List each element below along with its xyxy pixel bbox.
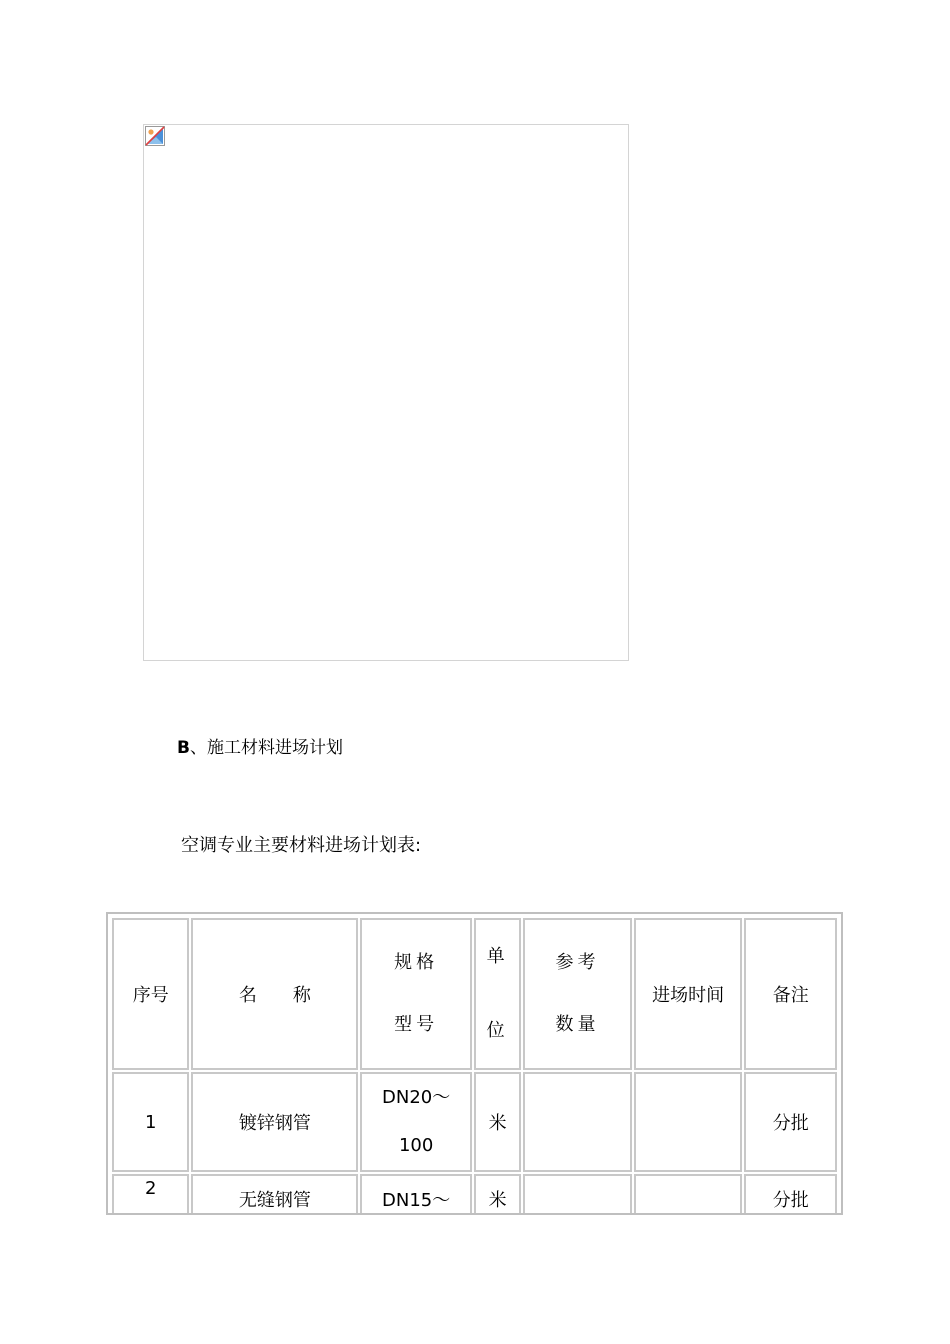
materials-table [106,912,843,1215]
cell-spec-line2: 100 [398,1135,434,1156]
header-name: 名 称 [191,918,358,1070]
cell-remark: 分批 [744,1174,837,1215]
section-title [177,733,343,758]
table-caption: 空调专业主要材料进场计划表: [181,835,422,856]
header-unit-line1: 单 [486,946,509,967]
table-row [112,1174,837,1215]
header-index: 序号 [112,918,189,1070]
cell-index: 2 [112,1174,189,1215]
header-qty [523,918,632,1070]
cell-spec-line1: DN20～ [382,1087,451,1108]
header-spec [360,918,472,1070]
header-qty-line2: 数量 [555,1014,600,1035]
header-spec-line2: 型号 [394,1014,439,1035]
header-remark: 备注 [744,918,837,1070]
table-header-row [112,918,837,1070]
header-unit-line2: 位 [486,1020,509,1041]
cell-arrival [634,1072,743,1172]
table-row [112,1072,837,1172]
cell-spec [360,1072,472,1172]
cell-qty [523,1072,632,1172]
header-arrival: 进场时间 [634,918,743,1070]
cell-unit: 米 [474,1072,521,1172]
cell-name: 镀锌钢管 [191,1072,358,1172]
section-title-text: 、施工材料进场计划 [189,738,343,758]
header-unit [474,918,521,1070]
cell-remark: 分批 [744,1072,837,1172]
cell-name: 无缝钢管 [191,1174,358,1215]
header-spec-line1: 规格 [394,952,439,973]
cell-arrival [634,1174,743,1215]
broken-image-icon [145,126,165,146]
cell-qty [523,1174,632,1215]
image-placeholder [143,124,629,661]
cell-index: 1 [112,1072,189,1172]
header-qty-line1: 参考 [555,952,600,973]
cell-spec: DN15～ [360,1174,472,1215]
section-prefix: B [177,738,190,758]
cell-unit: 米 [474,1174,521,1215]
